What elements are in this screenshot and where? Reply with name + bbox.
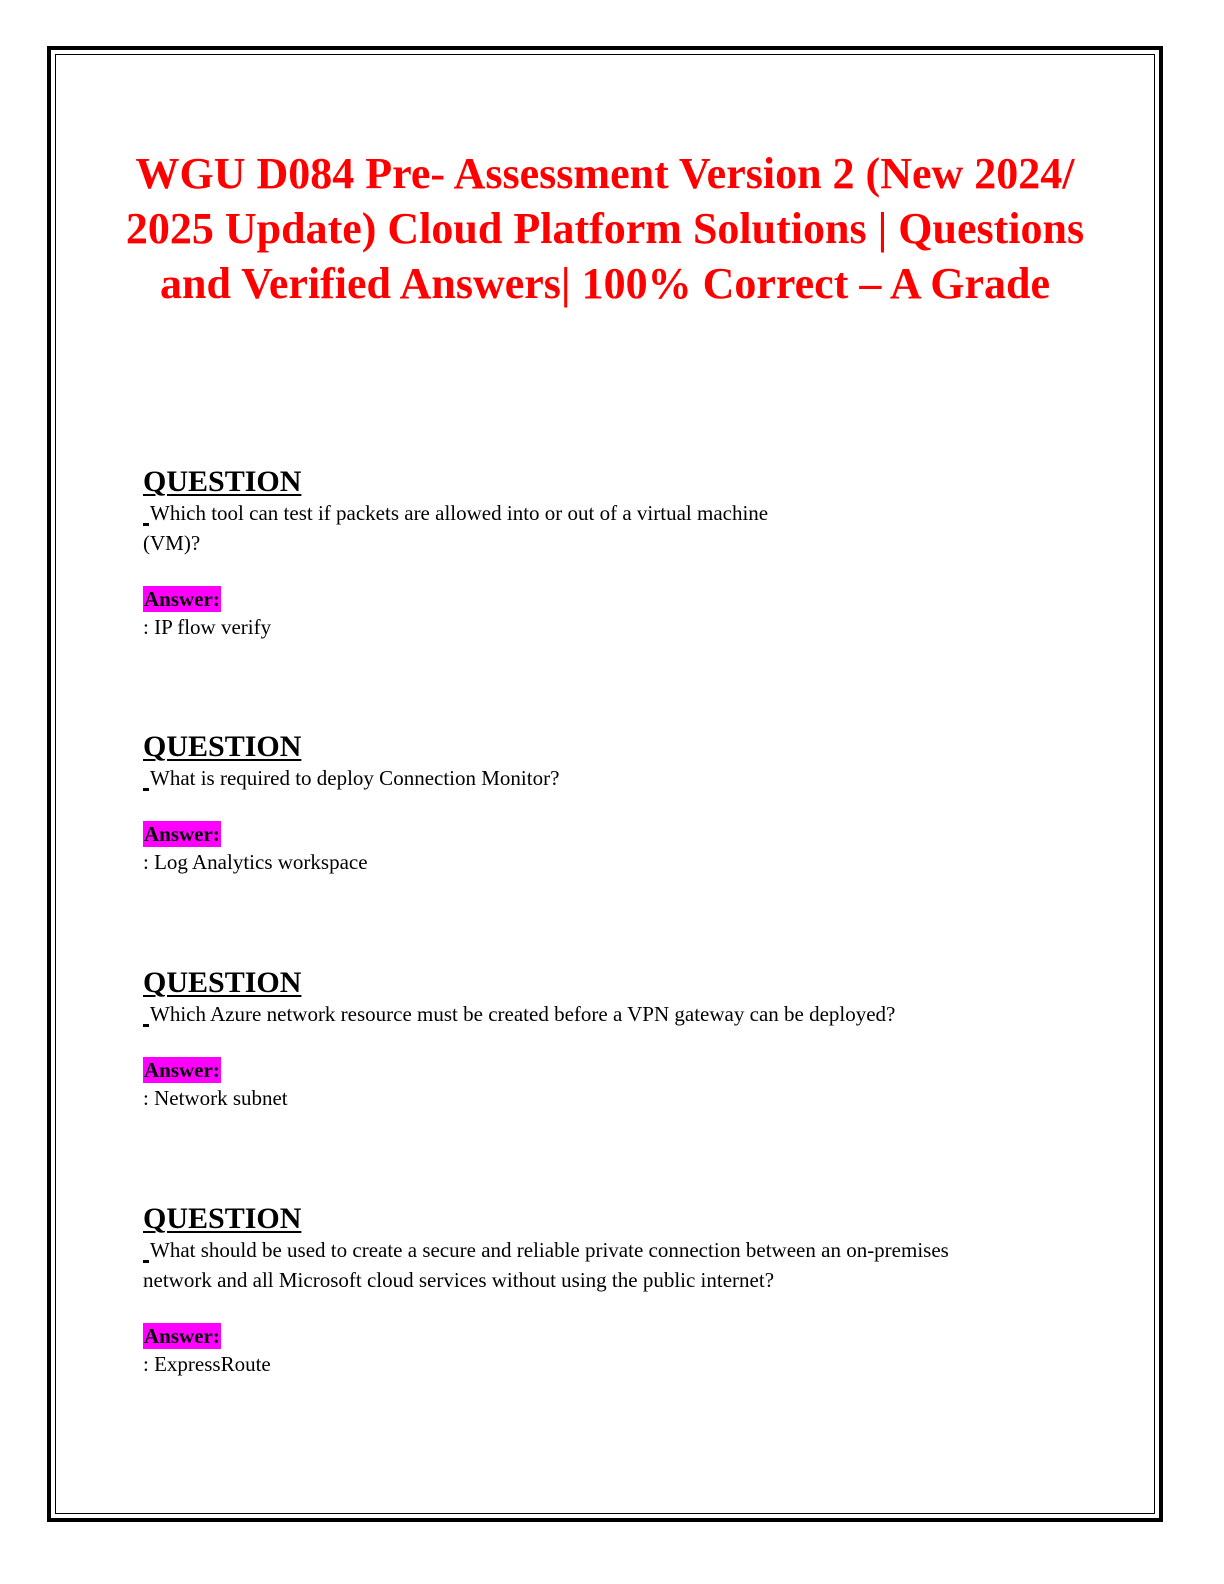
answer-label: Answer:	[144, 822, 220, 846]
qa-block-2	[143, 731, 1083, 877]
question-text-line-1: Which Azure network resource must be created before a VPN gateway can be deployed?	[150, 1002, 896, 1026]
question-text-line-1: What should be used to create a secure and reliable private connection between an on-premises	[150, 1238, 949, 1262]
qa-block-1	[143, 466, 1083, 642]
answer-label: Answer:	[144, 1058, 220, 1082]
question-text	[143, 1235, 1083, 1295]
question-text	[143, 498, 1083, 558]
question-text-line-1: What is required to deploy Connection Monitor?	[150, 766, 560, 790]
qa-block-3	[143, 967, 1083, 1113]
answer-label: Answer:	[144, 1324, 220, 1348]
answer-label: Answer:	[144, 587, 220, 611]
question-marker	[143, 523, 149, 526]
question-marker	[143, 1260, 149, 1263]
document-title: WGU D084 Pre- Assessment Version 2 (New 2024/ 2025 Update) Cloud Platform Solutions | Questions and Verified Answers| 100% Correct – A Grade	[125, 149, 1085, 308]
qa-block-4	[143, 1203, 1083, 1379]
answer-text: : Log Analytics workspace	[143, 850, 368, 874]
question-text-line-1: Which tool can test if packets are allowed into or out of a virtual machine	[150, 501, 769, 525]
question-heading: QUESTION	[143, 465, 302, 498]
question-text	[143, 763, 1083, 793]
question-text-line-2: (VM)?	[143, 531, 201, 555]
question-marker	[143, 1024, 149, 1027]
question-text	[143, 999, 1083, 1029]
answer-text: : Network subnet	[143, 1086, 288, 1110]
question-text-line-2: network and all Microsoft cloud services without using the public internet?	[143, 1268, 775, 1292]
answer-text: : ExpressRoute	[143, 1352, 271, 1376]
question-marker	[143, 788, 149, 791]
question-heading: QUESTION	[143, 730, 302, 763]
question-heading: QUESTION	[143, 966, 302, 999]
question-heading: QUESTION	[143, 1202, 302, 1235]
answer-text: : IP flow verify	[143, 615, 272, 639]
